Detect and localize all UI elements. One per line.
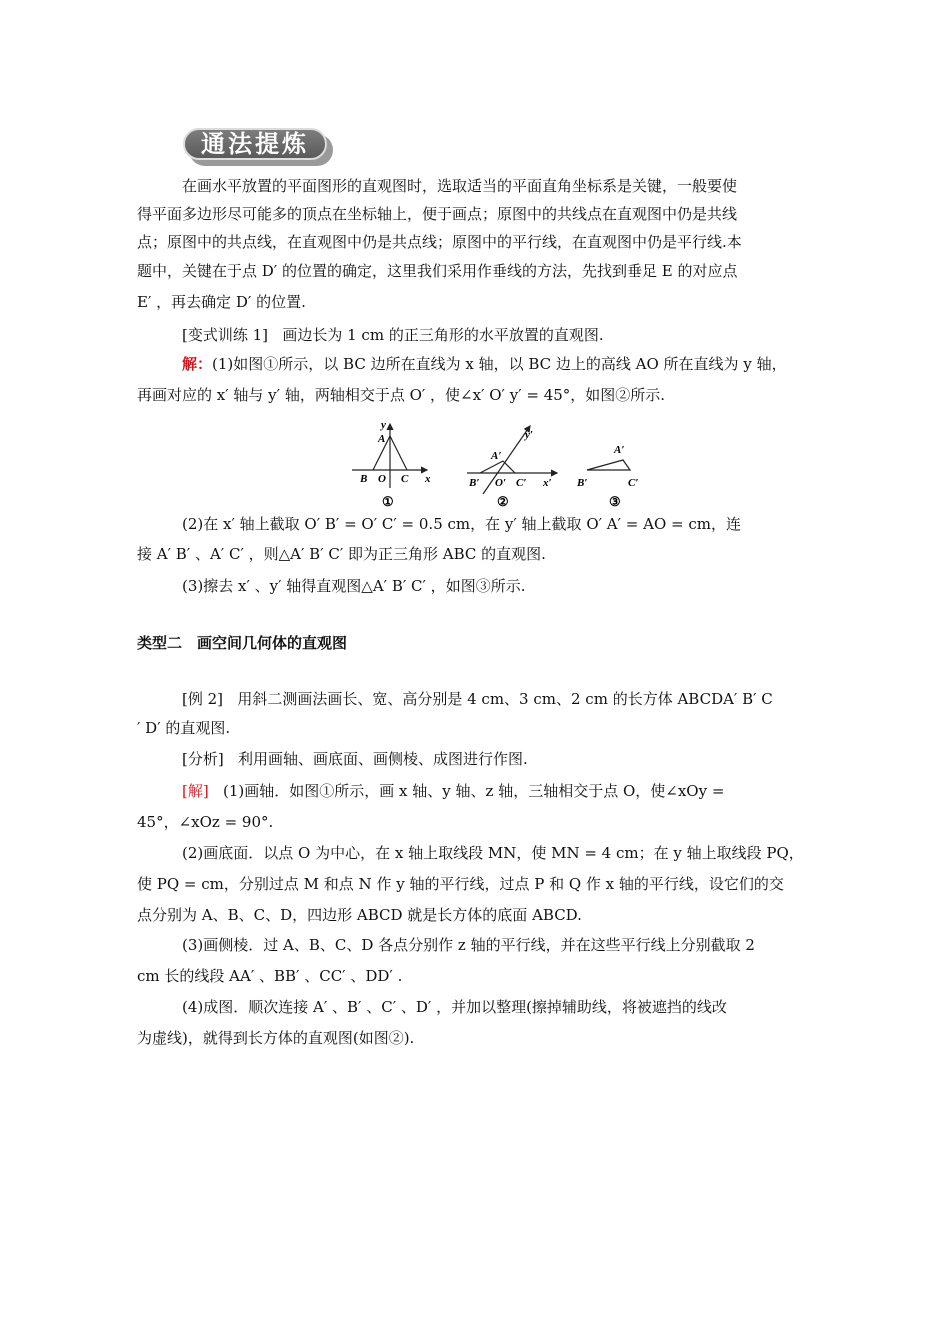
solution2-s2c: 点分别为 A、B、C、D，四边形 ABCD 就是长方体的底面 ABCD. <box>137 906 582 924</box>
section-badge <box>183 128 335 168</box>
solution2-s3b: cm 长的线段 AA′ 、BB′ 、CC′ 、DD′ . <box>137 967 403 985</box>
figure-3 <box>576 444 638 509</box>
figure-1 <box>352 419 431 509</box>
solution2-s4a: (4)成图．顺次连接 A′ 、B′ 、C′ 、D′ ，并加以整理(擦掉辅助线，将被遮挡的线改 <box>182 998 727 1016</box>
example2-text1: 用斜二测画法画长、宽、高分别是 4 cm、3 cm、2 cm 的长方体 ABCDA′ B′ C <box>237 690 773 708</box>
figure-2 <box>467 426 557 509</box>
example2-tag: [例 2] <box>182 690 224 708</box>
solution2-line1 <box>182 781 724 801</box>
fig2-label-c: C′ <box>516 477 527 489</box>
exercise-line <box>182 325 604 345</box>
fig3-label-a: A′ <box>614 444 625 456</box>
exercise-text: 画边长为 1 cm 的正三角形的水平放置的直观图. <box>282 326 604 344</box>
fig2-label-y: y′ <box>525 429 533 441</box>
fig3-caption: ③ <box>609 494 621 509</box>
para1-line3: 点；原图中的共点线，在直观图中仍是共点线；原图中的平行线，在直观图中仍是平行线.本 <box>137 233 742 251</box>
solution2-s3a: (3)画侧棱．过 A、B、C、D 各点分别作 z 轴的平行线，并在这些平行线上分别截取 2 <box>182 936 755 954</box>
fig2-label-o: O′ <box>495 477 507 489</box>
section2-heading: 类型二 画空间几何体的直观图 <box>137 634 348 652</box>
fig1-label-c: C <box>401 473 409 485</box>
figures-group <box>345 418 655 518</box>
fig2-label-a: A′ <box>491 450 502 462</box>
fig3-label-c: C′ <box>628 477 639 489</box>
fig1-label-b: B <box>360 473 368 485</box>
para1-line5: E′ ，再去确定 D′ 的位置. <box>137 293 306 311</box>
solution2-label: [解] <box>182 782 209 800</box>
analysis-text: 利用画轴、画底面、画侧棱、成图进行作图. <box>238 750 528 768</box>
analysis-tag: [分析] <box>182 750 224 768</box>
solution-label: 解： <box>182 355 213 373</box>
fig1-label-y: y <box>381 419 386 431</box>
fig2-label-x: x′ <box>543 477 552 489</box>
para1-line4: 题中，关键在于点 D′ 的位置的确定，这里我们采用作垂线的方法，先找到垂足 E 的对应点 <box>137 262 738 280</box>
fig2-side-ab <box>480 461 503 473</box>
fig1-label-x: x <box>425 473 431 485</box>
solution-line1 <box>182 354 787 374</box>
fig2-caption: ② <box>497 494 509 509</box>
fig1-label-a: A <box>378 433 386 445</box>
fig3-label-b: B′ <box>577 477 588 489</box>
solution2-s1a: (1)画轴．如图①所示，画 x 轴、y 轴、z 轴，三轴相交于点 O，使∠xOy = <box>223 782 725 800</box>
para1-line1: 在画水平放置的平面图形的直观图时，选取适当的平面直角坐标系是关键，一般要使 <box>182 177 738 195</box>
solution-step1b: 再画对应的 x′ 轴与 y′ 轴，两轴相交于点 O′ ，使∠x′ O′ y′ = 45°，如图②所示. <box>137 386 666 404</box>
fig3-triangle <box>587 460 630 470</box>
solution2-s2a: (2)画底面．以点 O 为中心，在 x 轴上取线段 MN，使 MN = 4 cm；在 y 轴上取线段 PQ， <box>182 844 804 862</box>
solution2-s4b: 为虚线)，就得到长方体的直观图(如图②). <box>137 1029 415 1047</box>
solution-step2a: (2)在 x′ 轴上截取 O′ B′ = O′ C′ = 0.5 cm，在 y′ 轴上截取 O′ A′ = AO = cm，连 <box>182 515 741 533</box>
badge-label: 通法提炼 <box>183 128 327 160</box>
fig2-label-b: B′ <box>469 477 480 489</box>
fig1-caption: ① <box>382 494 394 509</box>
solution-step2b: 接 A′ B′ 、A′ C′ ，则△A′ B′ C′ 即为正三角形 ABC 的直观图. <box>137 545 546 563</box>
example2-line2: ′ D′ 的直观图. <box>137 719 231 737</box>
solution2-s1b: 45°，∠xOz = 90°. <box>137 813 274 831</box>
fig1-side-ac <box>390 436 407 470</box>
solution2-s2b: 使 PQ = cm，分别过点 M 和点 N 作 y 轴的平行线，过点 P 和 Q 作 x 轴的平行线，设它们的交 <box>137 875 784 893</box>
example2-line1 <box>182 689 773 709</box>
solution-step1a: (1)如图①所示，以 BC 边所在直线为 x 轴，以 BC 边上的高线 AO 所在直线为 y 轴， <box>212 355 787 373</box>
exercise-tag: [变式训练 1] <box>182 326 269 344</box>
fig2-side-ac <box>503 461 515 473</box>
solution-step3: (3)擦去 x′ 、y′ 轴得直观图△A′ B′ C′ ，如图③所示. <box>182 577 526 595</box>
analysis-line <box>182 749 528 769</box>
fig1-label-o: O <box>378 473 386 485</box>
para1-line2: 得平面多边形尽可能多的顶点在坐标轴上，便于画点；原图中的共线点在直观图中仍是共线 <box>137 205 738 223</box>
